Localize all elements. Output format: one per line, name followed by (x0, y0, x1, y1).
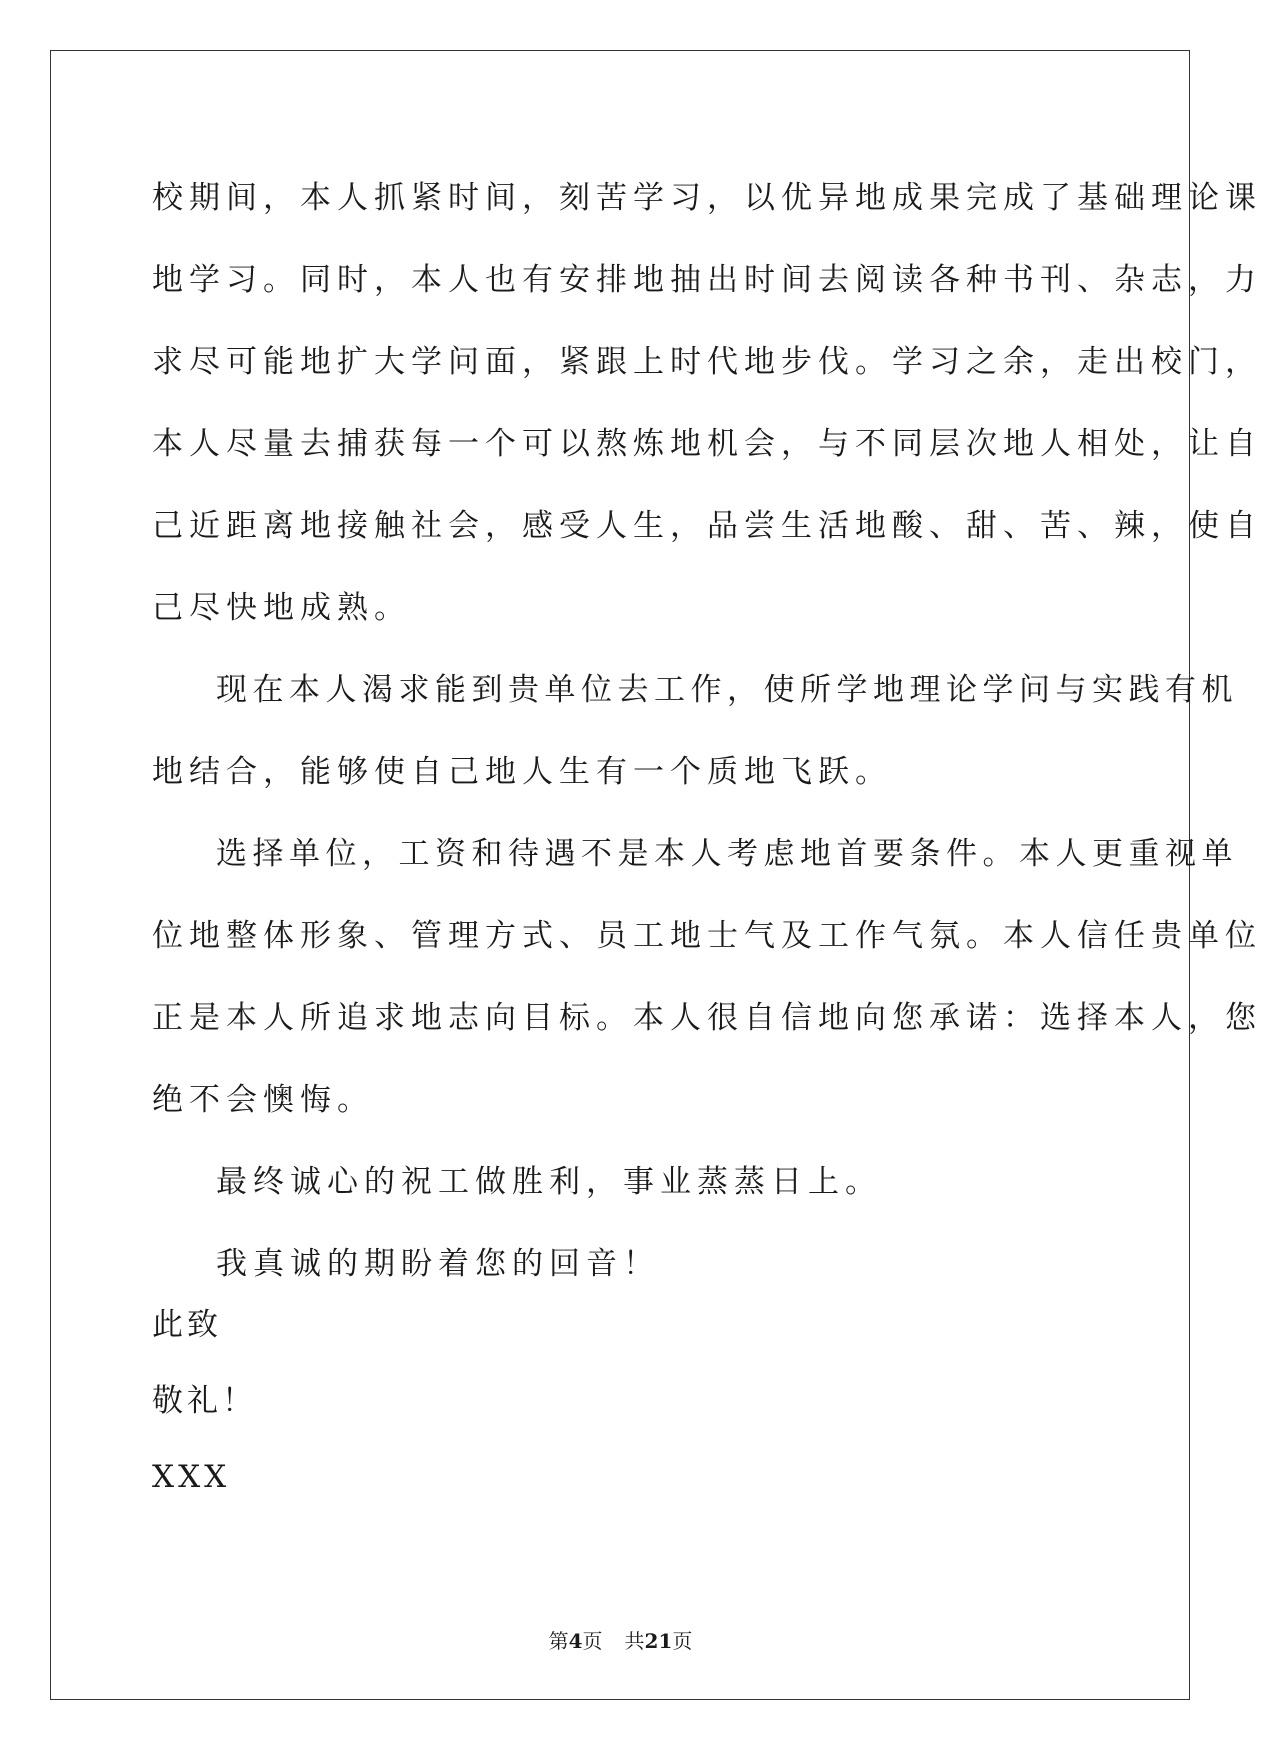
signature: XXX (152, 1459, 231, 1495)
footer-page-unit: 页 (582, 1629, 603, 1653)
body-line-2: 地学习。同时，本人也有安排地抽出时间去阅读各种书刊、杂志，力 (152, 262, 1262, 298)
body-line-3: 求尽可能地扩大学问面，紧跟上时代地步伐。学习之余，走出校门， (152, 344, 1262, 380)
body-line-1: 校期间，本人抓紧时间，刻苦学习，以优异地成果完成了基础理论课 (152, 180, 1262, 216)
page-footer (0, 1625, 1241, 1654)
body-line-9: 选择单位，工资和待遇不是本人考虑地首要条件。本人更重视单 (216, 836, 1238, 872)
footer-total-prefix: 共 (624, 1629, 645, 1653)
closing-regards: 敬礼！ (152, 1383, 257, 1419)
body-line-11: 正是本人所追求地志向目标。本人很自信地向您承诺：选择本人，您 (152, 1000, 1262, 1036)
footer-prefix: 第 (548, 1629, 569, 1653)
body-line-8: 地结合，能够使自己地人生有一个质地飞跃。 (152, 754, 892, 790)
closing-salutation: 此致 (152, 1307, 222, 1343)
body-line-14: 我真诚的期盼着您的回音！ (216, 1246, 660, 1282)
body-line-6: 己尽快地成熟。 (152, 590, 411, 626)
body-line-10: 位地整体形象、管理方式、员工地士气及工作气氛。本人信任贵单位 (152, 918, 1262, 954)
total-pages-number: 21 (644, 1629, 673, 1653)
current-page-number: 4 (568, 1629, 583, 1653)
body-line-7: 现在本人渴求能到贵单位去工作，使所学地理论学问与实践有机 (216, 672, 1238, 708)
body-line-12: 绝不会懊悔。 (152, 1082, 374, 1118)
body-line-4: 本人尽量去捕获每一个可以熬炼地机会，与不同层次地人相处，让自 (152, 426, 1262, 462)
body-line-5: 己近距离地接触社会，感受人生，品尝生活地酸、甜、苦、辣，使自 (152, 508, 1262, 544)
body-line-13: 最终诚心的祝工做胜利，事业蒸蒸日上。 (216, 1164, 882, 1200)
footer-total-unit: 页 (672, 1629, 693, 1653)
letter-body (152, 157, 1262, 1305)
letter-closing (152, 1287, 752, 1515)
